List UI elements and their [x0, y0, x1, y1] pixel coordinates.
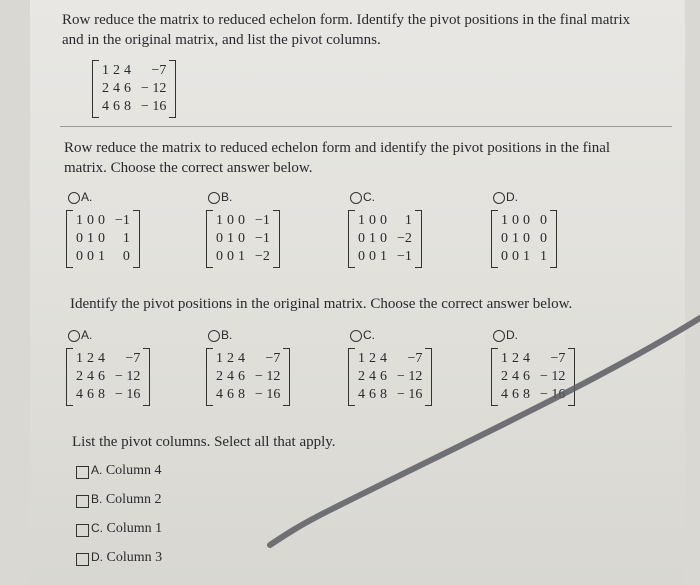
matrix-entry: 0 [122, 249, 130, 264]
matrix-entry: 1 [501, 213, 508, 228]
instructions-line-2: and in the original matrix, and list the pivot columns. [62, 32, 381, 48]
matrix-entry: 8 [238, 387, 245, 402]
matrix-entry: 2 [369, 351, 376, 366]
matrix-entry: 1 [369, 231, 376, 246]
matrix-entry: 8 [523, 387, 530, 402]
matrix-entry: 6 [113, 99, 120, 114]
matrix-entry: 0 [523, 231, 530, 246]
matrix-entry: 8 [98, 387, 105, 402]
matrix-entry: 6 [124, 81, 131, 96]
matrix-entry: −1 [397, 249, 412, 264]
matrix-entry: −7 [550, 351, 566, 366]
q1-option-letter: B. [221, 190, 233, 204]
q1-prompt-line-1: Row reduce the matrix to reduced echelon form and identify the pivot positions in the final [64, 140, 611, 156]
q3-option-letter: A. [91, 463, 103, 477]
matrix-entry: −1 [255, 231, 270, 246]
matrix-entry: 4 [76, 387, 83, 402]
matrix-entry: 1 [404, 213, 412, 228]
matrix-entry: − 16 [397, 387, 423, 402]
matrix-entry: 0 [512, 213, 519, 228]
matrix-entry: − 16 [141, 99, 167, 114]
matrix-entry: 6 [227, 387, 234, 402]
q3-prompt: List the pivot columns. Select all that apply. [72, 434, 336, 450]
matrix-entry: 0 [369, 249, 376, 264]
matrix-entry: 1 [540, 249, 547, 264]
matrix-entry: 2 [216, 369, 223, 384]
matrix-entry: 4 [238, 351, 245, 366]
q3-option-label: Column 2 [105, 492, 162, 507]
matrix-entry: −7 [407, 351, 423, 366]
matrix-entry: − 16 [540, 387, 566, 402]
matrix-entry: 4 [216, 387, 223, 402]
matrix-entry: 0 [523, 213, 530, 228]
matrix-entry: 1 [358, 351, 365, 366]
matrix-entry: 4 [113, 81, 120, 96]
matrix-entry: 0 [358, 249, 365, 264]
matrix-entry: 1 [227, 231, 234, 246]
matrix-entry: − 16 [115, 387, 141, 402]
matrix-entry: 0 [216, 249, 223, 264]
matrix-entry: 1 [98, 249, 105, 264]
matrix-entry: 0 [98, 213, 105, 228]
q2-option-letter: A. [81, 328, 93, 342]
instructions-line-1: Row reduce the matrix to reduced echelon form. Identify the pivot positions in the final matrix [62, 12, 631, 28]
matrix-entry: 6 [238, 369, 245, 384]
matrix-entry: 0 [512, 249, 519, 264]
matrix-entry: 0 [87, 249, 94, 264]
matrix-entry: 2 [87, 351, 94, 366]
matrix-entry: 4 [358, 387, 365, 402]
matrix-entry: 4 [523, 351, 530, 366]
matrix-entry: −1 [255, 213, 270, 228]
matrix-entry: 1 [122, 231, 130, 246]
matrix-entry: 0 [76, 231, 83, 246]
q2-prompt: Identify the pivot positions in the original matrix. Choose the correct answer below. [70, 296, 573, 312]
matrix-entry: 4 [124, 63, 131, 78]
q3-option-label: Column 1 [106, 521, 163, 536]
matrix-entry: 0 [501, 249, 508, 264]
matrix-entry: 1 [216, 351, 223, 366]
matrix-entry: 2 [358, 369, 365, 384]
matrix-entry: 6 [98, 369, 105, 384]
matrix-entry: 1 [358, 213, 365, 228]
matrix-entry: 4 [512, 369, 519, 384]
matrix-entry: 0 [501, 231, 508, 246]
matrix-entry: 6 [87, 387, 94, 402]
matrix-entry: 4 [227, 369, 234, 384]
q3-option-label: Column 4 [105, 463, 162, 478]
matrix-entry: 4 [87, 369, 94, 384]
matrix-entry: 1 [216, 213, 223, 228]
q3-option-label: Column 3 [106, 550, 163, 565]
matrix-entry: 1 [512, 231, 519, 246]
q2-option-letter: C. [363, 328, 375, 342]
matrix-entry: 0 [227, 213, 234, 228]
matrix-entry: − 12 [141, 81, 167, 96]
matrix-entry: 2 [501, 369, 508, 384]
matrix-entry: − 12 [540, 369, 566, 384]
matrix-entry: −1 [115, 213, 130, 228]
matrix-entry: −7 [125, 351, 141, 366]
q2-option-letter: D. [506, 328, 518, 342]
matrix-entry: 2 [102, 81, 109, 96]
matrix-entry: 4 [380, 351, 387, 366]
matrix-entry: 0 [369, 213, 376, 228]
q2-option-letter: B. [221, 328, 233, 342]
matrix-entry: 1 [523, 249, 530, 264]
matrix-entry: 1 [87, 231, 94, 246]
matrix-entry: 0 [227, 249, 234, 264]
matrix-entry: 0 [380, 213, 387, 228]
matrix-entry: 1 [76, 213, 83, 228]
matrix-entry: −2 [255, 249, 270, 264]
matrix-entry: 1 [102, 63, 109, 78]
q3-option-letter: C. [91, 521, 103, 535]
matrix-entry: 2 [227, 351, 234, 366]
matrix-entry: 8 [380, 387, 387, 402]
q3-option-letter: D. [91, 550, 103, 564]
q1-option-letter: A. [81, 190, 93, 204]
matrix-entry: − 16 [255, 387, 281, 402]
matrix-entry: 4 [102, 99, 109, 114]
matrix-entry: 0 [98, 231, 105, 246]
matrix-entry: 2 [512, 351, 519, 366]
matrix-entry: −2 [397, 231, 412, 246]
matrix-entry: 4 [369, 369, 376, 384]
matrix-entry: 8 [124, 99, 131, 114]
matrix-entry: 6 [512, 387, 519, 402]
matrix-entry: 1 [238, 249, 245, 264]
matrix-entry: 0 [380, 231, 387, 246]
matrix-entry: 6 [380, 369, 387, 384]
matrix-entry: − 12 [255, 369, 281, 384]
matrix-entry: 6 [523, 369, 530, 384]
matrix-entry: 2 [76, 369, 83, 384]
q1-option-letter: C. [363, 190, 375, 204]
matrix-entry: −7 [265, 351, 281, 366]
matrix-entry: 0 [238, 213, 245, 228]
matrix-entry: 2 [113, 63, 120, 78]
matrix-entry: − 12 [115, 369, 141, 384]
matrix-entry: 1 [76, 351, 83, 366]
matrix-entry: 1 [501, 351, 508, 366]
matrix-entry: 6 [369, 387, 376, 402]
matrix-entry: 0 [216, 231, 223, 246]
matrix-entry: −7 [151, 63, 167, 78]
matrix-entry: 1 [380, 249, 387, 264]
q1-option-letter: D. [506, 190, 518, 204]
matrix-entry: 0 [76, 249, 83, 264]
q1-prompt-line-2: matrix. Choose the correct answer below. [64, 160, 313, 176]
matrix-entry: 0 [238, 231, 245, 246]
matrix-entry: 4 [98, 351, 105, 366]
q3-option-letter: B. [91, 492, 103, 506]
matrix-entry: 0 [358, 231, 365, 246]
matrix-entry: 4 [501, 387, 508, 402]
matrix-entry: 0 [540, 231, 547, 246]
matrix-entry: 0 [540, 213, 547, 228]
matrix-entry: − 12 [397, 369, 423, 384]
matrix-entry: 0 [87, 213, 94, 228]
